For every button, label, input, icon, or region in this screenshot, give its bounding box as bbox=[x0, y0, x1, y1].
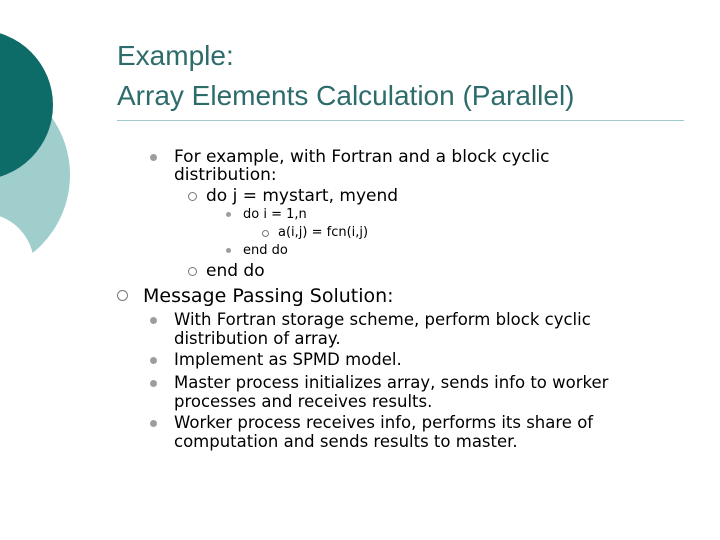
bullet-dot bbox=[150, 154, 157, 161]
code-do-i: do i = 1,n bbox=[243, 207, 307, 222]
bullet-dot bbox=[150, 420, 157, 427]
bullet-dot bbox=[226, 248, 231, 253]
title-line-2: Array Elements Calculation (Parallel) bbox=[117, 80, 575, 111]
sub-bullet-line: Master process initializes array, sends info to worker bbox=[174, 373, 609, 392]
bullet-dot bbox=[150, 380, 157, 387]
title-line-1: Example: bbox=[117, 40, 234, 71]
bullet-text-line: For example, with Fortran and a block cyclic bbox=[174, 147, 550, 167]
slide-title bbox=[117, 36, 707, 116]
title-divider bbox=[117, 120, 684, 121]
sub-bullet-line: computation and sends results to master. bbox=[174, 432, 518, 451]
code-end-do-outer: end do bbox=[206, 261, 265, 281]
code-assignment: a(i,j) = fcn(i,j) bbox=[278, 225, 369, 240]
bullet-dot bbox=[226, 212, 231, 217]
ring-bullet bbox=[262, 230, 269, 237]
ring-bullet bbox=[188, 192, 197, 201]
sub-bullet-line: processes and receives results. bbox=[174, 392, 433, 411]
ring-bullet bbox=[117, 290, 128, 301]
sub-bullet-line: Implement as SPMD model. bbox=[174, 350, 402, 369]
code-do-j: do j = mystart, myend bbox=[206, 186, 399, 206]
code-end-do-inner: end do bbox=[243, 243, 288, 258]
bullet-dot bbox=[150, 357, 157, 364]
decorative-circles bbox=[0, 0, 110, 330]
ring-bullet bbox=[188, 267, 197, 276]
message-passing-heading: Message Passing Solution: bbox=[143, 285, 394, 307]
bullet-text-line: distribution: bbox=[174, 165, 277, 185]
bullet-dot bbox=[150, 317, 157, 324]
sub-bullet-line: distribution of array. bbox=[174, 329, 341, 348]
sub-bullet-line: Worker process receives info, performs its share of bbox=[174, 413, 594, 432]
sub-bullet-line: With Fortran storage scheme, perform block cyclic bbox=[174, 310, 591, 329]
